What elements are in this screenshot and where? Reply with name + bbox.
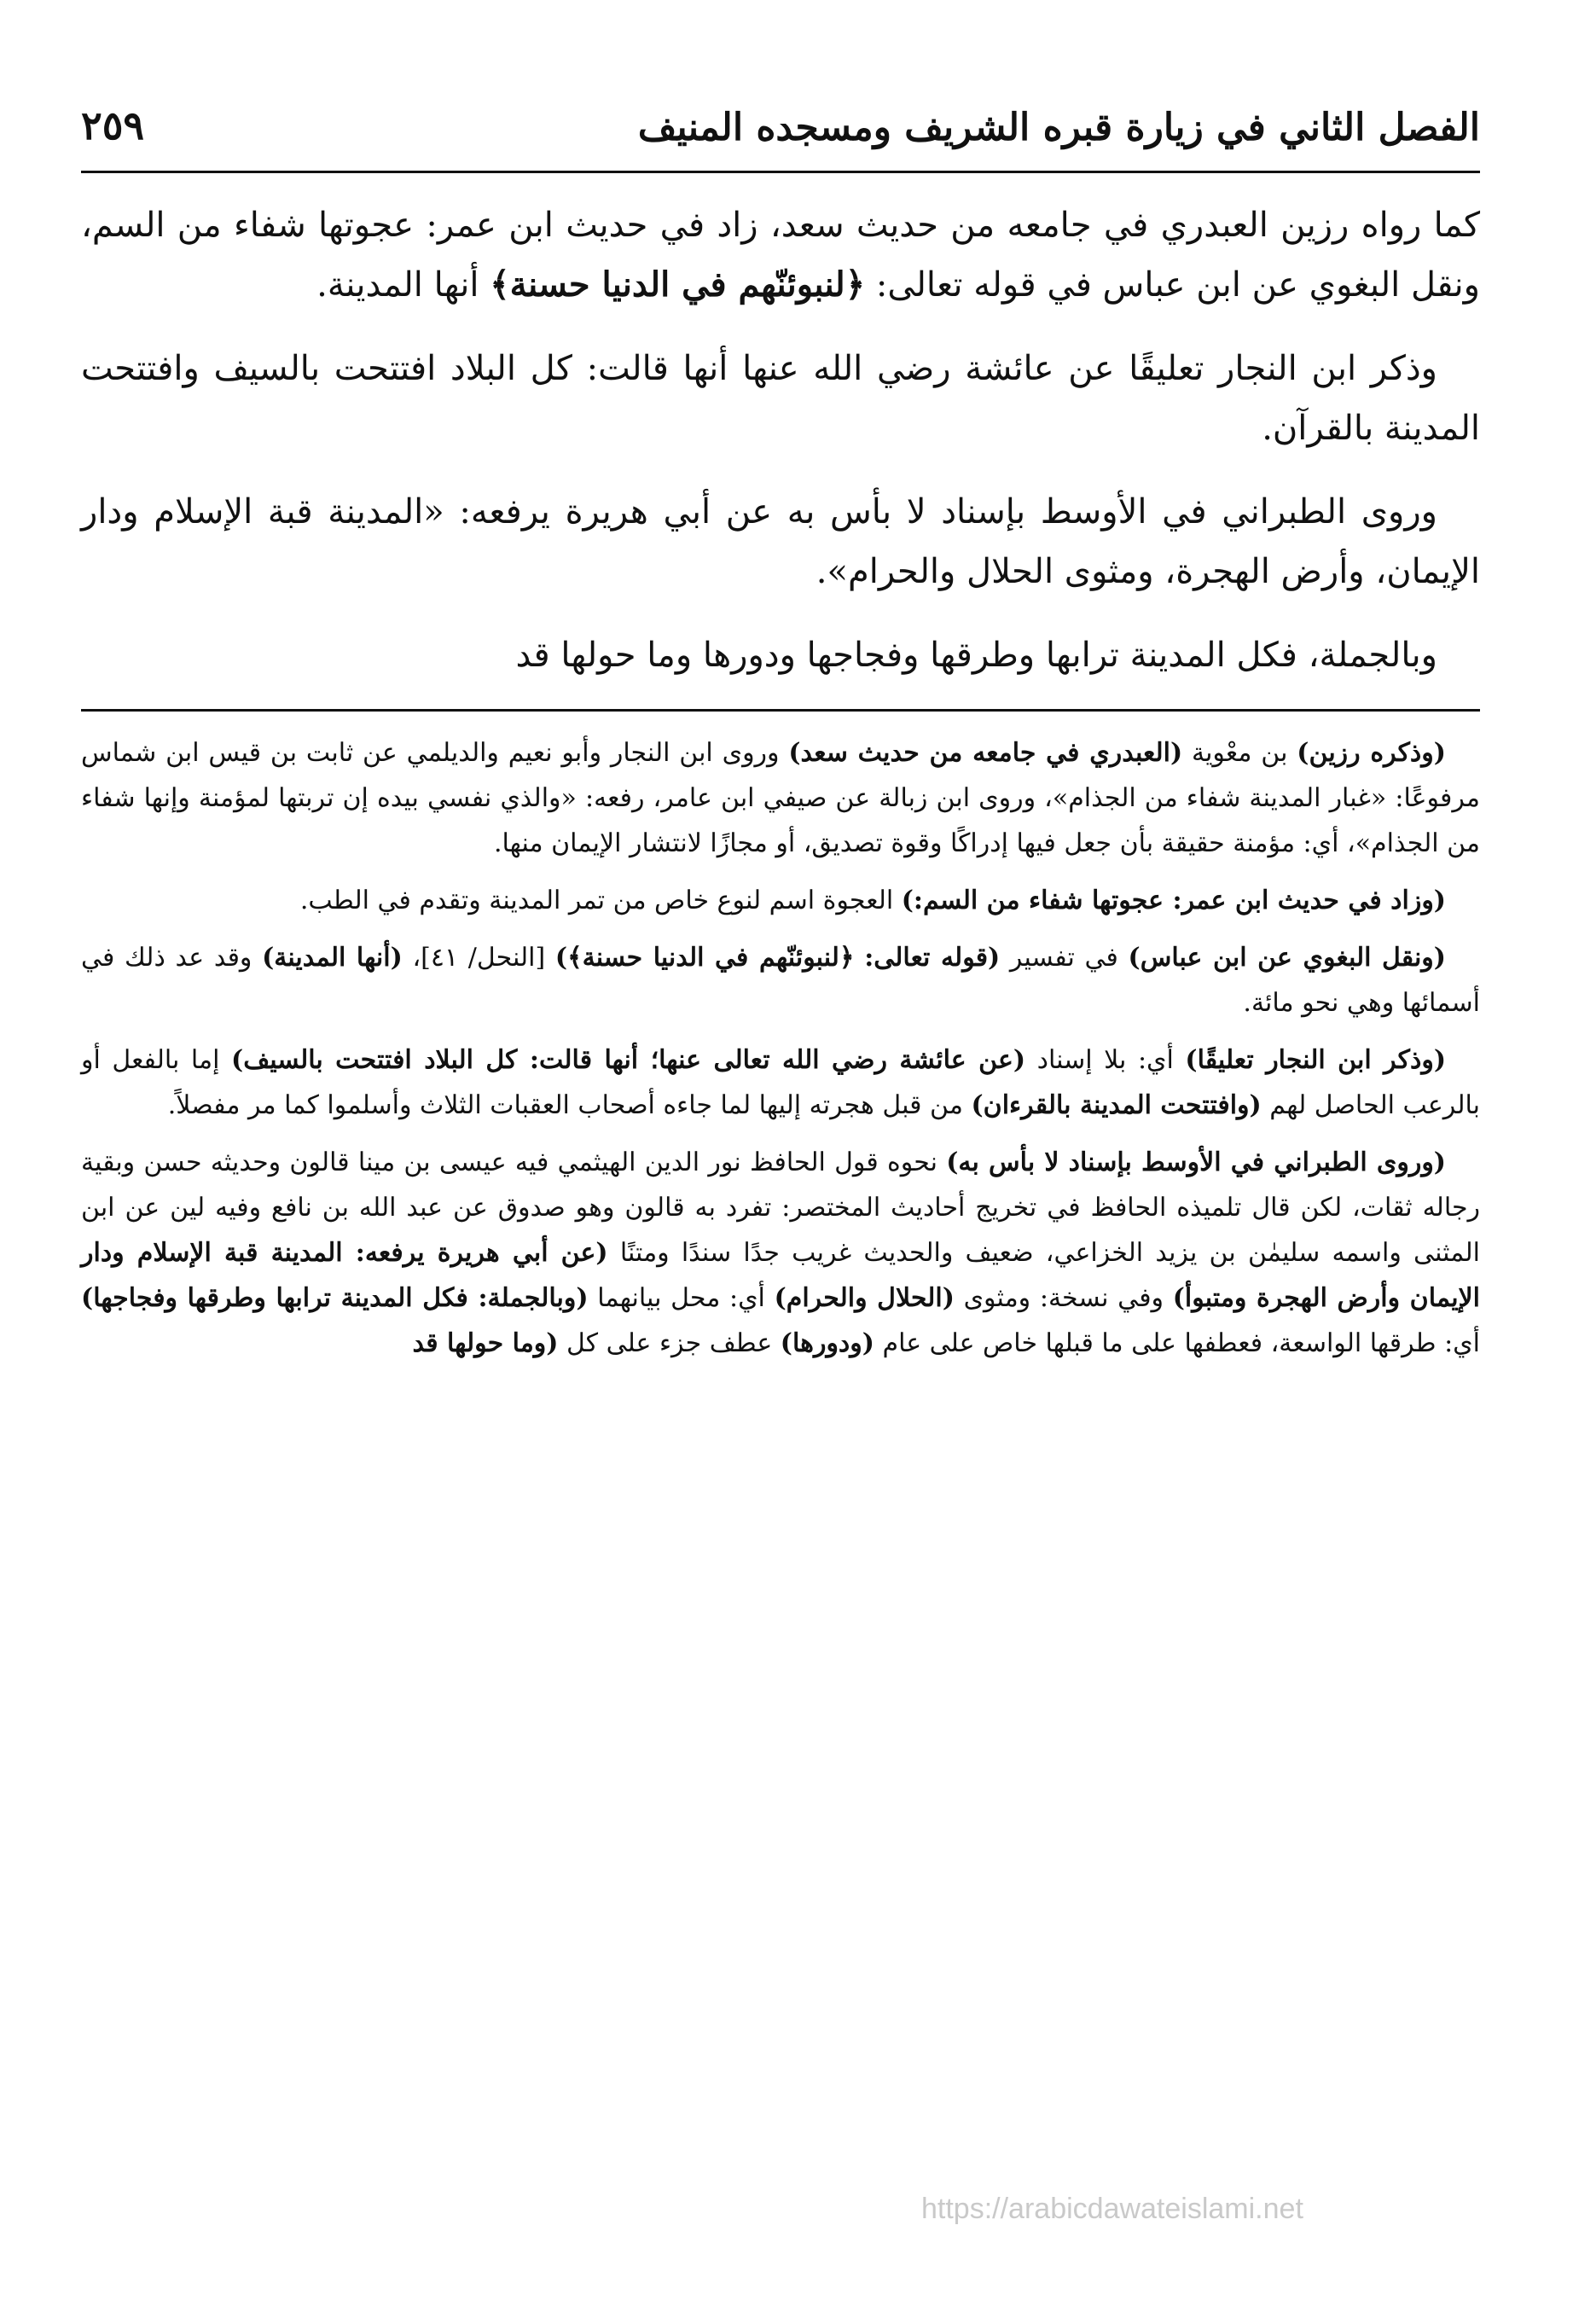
- commentary-text: في تفسير: [1000, 943, 1129, 973]
- commentary-lemma: (وزاد في حديث ابن عمر: عجوتها شفاء من السم:): [901, 886, 1446, 915]
- main-paragraph-4: وبالجملة، فكل المدينة ترابها وطرقها وفجاجها ودورها وما حولها قد: [515, 636, 1437, 675]
- main-paragraph-3: وروى الطبراني في الأوسط بإسناد لا بأس به عن أبي هريرة يرفعه: «المدينة قبة الإسلام ودار الإيمان، وأرض الهجرة، ومثوى الحلال والحرام».: [81, 492, 1480, 591]
- commentary-text: بن معْوية: [1182, 738, 1297, 768]
- watermark-url: https://arabicdawateislami.net: [921, 2193, 1303, 2225]
- commentary-lemma: (وذكر ابن النجار تعليقًا): [1185, 1045, 1447, 1075]
- commentary-text: أي: طرقها الواسعة، فعطفها على ما قبلها خاص على عام: [874, 1328, 1480, 1358]
- commentary-lemma: (وافتتحت المدينة بالقرءان): [971, 1090, 1262, 1120]
- main-text-segment: أنها المدينة.: [316, 265, 490, 305]
- commentary-paragraph-3: [81, 935, 1480, 1025]
- text-separator: [81, 709, 1480, 712]
- commentary-lemma: (العبدري في جامعه من حديث سعد): [788, 738, 1183, 768]
- commentary-text: إما بالفعل أو بالرعب الحاصل لهم: [81, 1045, 1480, 1120]
- main-text: [81, 195, 1480, 685]
- page-number: ٢٥٩: [81, 102, 145, 148]
- commentary-paragraph-1: [81, 730, 1480, 866]
- commentary-paragraph-4: [81, 1037, 1480, 1128]
- main-paragraph-2: وذكر ابن النجار تعليقًا عن عائشة رضي الله عنها أنها قالت: كل البلاد افتتحت بالسيف وافتتحت المدينة بالقرآن.: [81, 349, 1480, 448]
- commentary-text: [855, 943, 865, 973]
- commentary-paragraph-2: [81, 878, 1480, 923]
- commentary-text: أي: بلا إسناد: [1025, 1045, 1186, 1075]
- page-header: [81, 94, 1480, 173]
- running-title: الفصل الثاني في زيارة قبره الشريف ومسجده المنيف: [637, 106, 1480, 149]
- commentary-paragraph-5: [81, 1140, 1480, 1366]
- commentary-lemma: (وذكره رزين): [1297, 738, 1446, 768]
- commentary-text: وفي نسخة: ومثوى: [954, 1283, 1173, 1313]
- commentary-text: نحوه قول الحافظ نور الدين الهيثمي فيه عيسى بن مينا قالون وحديثه حسن وبقية رجاله ثقات، لكن قال تلميذه الحافظ في تخريج أحاديث المختصر: تفرد به قالون وهو صدوق عن عبد الله بن نافع وفيه لين عن ابن المثنى واسمه سليمٰن بن يزيد الخزاعي، ضعيف والحديث غريب جدًا سندًا ومتنًا: [81, 1147, 1480, 1268]
- main-paragraph-1: [81, 195, 1480, 315]
- commentary-lemma: (وروى الطبراني في الأوسط بإسناد لا بأس به): [946, 1147, 1446, 1177]
- commentary-text: وروى ابن النجار وأبو نعيم والديلمي عن ثابت بن قيس ابن شماس مرفوعًا: «غبار المدينة شفاء من الجذام»، وروى ابن زبالة عن صيفي ابن عامر، رفعه: «والذي نفسي بيده إن تربتها لمؤمنة وإنها شفاء من الجذام»، أي: مؤمنة حقيقة بأن جعل فيها إدراكًا وقوة تصديق، أو مجازًا لانتشار الإيمان منها.: [81, 738, 1480, 858]
- commentary-text: وقد عد ذلك في أسمائها وهي نحو مائة.: [81, 943, 1480, 1018]
- commentary-text: عطف جزء على كل: [558, 1328, 781, 1358]
- book-page: [81, 94, 1480, 2278]
- commentary-lemma: (ونقل البغوي عن ابن عباس): [1128, 943, 1446, 973]
- commentary-lemma: ﴿لنبوئنّهم في الدنيا حسنة﴾): [554, 943, 855, 973]
- commentary-lemma: (أنها المدينة): [262, 943, 403, 973]
- commentary-text: [النحل/ ٤١]،: [402, 943, 555, 973]
- commentary-lemma: (قوله تعالى:: [864, 943, 1001, 973]
- main-text-segment: كما رواه رزين العبدري في جامعه من حديث سعد، زاد في حديث ابن عمر: عجوتها شفاء من السم، ونقل البغوي عن ابن عباس في قوله تعالى:: [81, 206, 1480, 305]
- commentary-lemma: (وما حولها قد: [412, 1328, 559, 1358]
- commentary: [81, 730, 1480, 1366]
- commentary-lemma: (عن عائشة رضي الله تعالى عنها؛ أنها قالت: كل البلاد افتتحت بالسيف): [231, 1045, 1026, 1075]
- commentary-text: من قبل هجرته إليها لما جاءه أصحاب العقبات الثلاث وأسلموا كما مر مفصلاً.: [167, 1090, 972, 1120]
- commentary-lemma: (الحلال والحرام): [774, 1283, 955, 1313]
- commentary-text: أي: محل بيانهما: [588, 1283, 775, 1313]
- commentary-lemma: (عن أبي هريرة يرفعه: المدينة قبة الإسلام ودار الإيمان وأرض الهجرة ومتبوأ): [81, 1238, 1480, 1313]
- commentary-text: العجوة اسم لنوع خاص من تمر المدينة وتقدم في الطب.: [299, 886, 902, 915]
- quran-quote: ﴿لنبوئنّهم في الدنيا حسنة﴾: [490, 264, 866, 305]
- commentary-lemma: (وبالجملة: فكل المدينة ترابها وطرقها وفجاجها): [81, 1283, 589, 1313]
- commentary-lemma: (ودورها): [780, 1328, 874, 1358]
